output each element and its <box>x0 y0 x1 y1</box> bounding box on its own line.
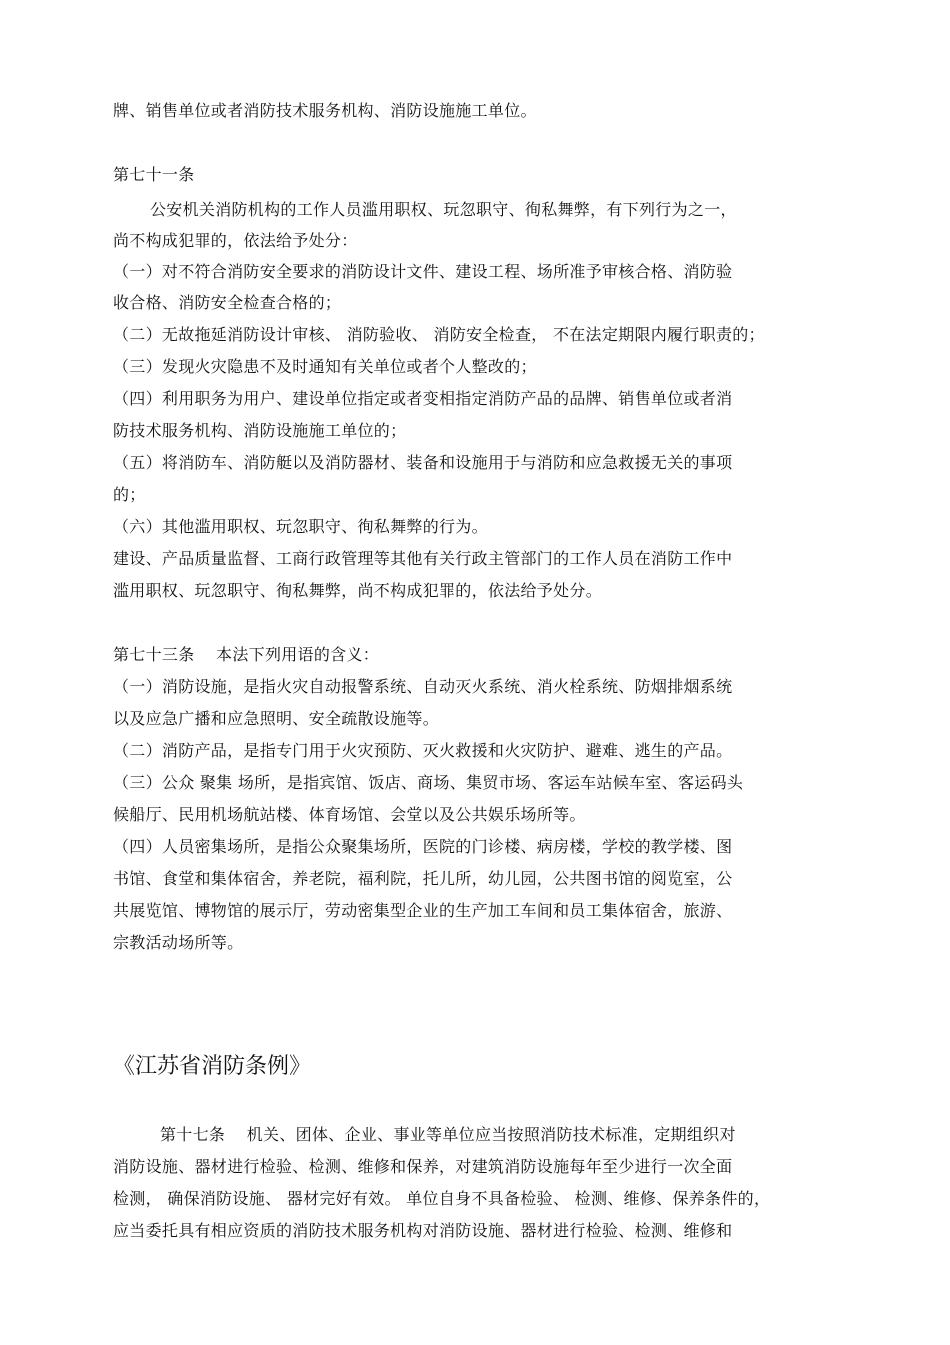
list-item: （六）其他滥用职权、玩忽职守、徇私舞弊的行为。 <box>113 517 488 536</box>
text-line: 收合格、消防安全检查合格的； <box>113 293 342 312</box>
text-line: 应当委托具有相应资质的消防技术服务机构对消防设施、器材进行检验、检测、维修和 <box>113 1221 733 1240</box>
text-line: 尚不构成犯罪的，依法给予处分： <box>113 231 358 250</box>
text-line: 建设、产品质量监督、工商行政管理等其他有关行政主管部门的工作人员在消防工作中 <box>113 549 733 568</box>
article-heading: 第十七条 机关、团体、企业、事业等单位应当按照消防技术标准，定期组织对 <box>160 1125 736 1144</box>
article-heading: 第七十一条 <box>113 165 195 184</box>
text-line: 检测， 确保消防设施、 器材完好有效。 单位自身不具备检验、 检测、维修、保养条件的， <box>113 1189 771 1208</box>
list-item: （五）将消防车、消防艇以及消防器材、装备和设施用于与消防和应急救援无关的事项 <box>113 453 733 472</box>
list-item: （四）人员密集场所，是指公众聚集场所，医院的门诊楼、病房楼，学校的教学楼、图 <box>113 837 733 856</box>
text-line: 防技术服务机构、消防设施施工单位的； <box>113 421 407 440</box>
text-line: 的； <box>113 485 146 504</box>
list-item: （二）消防产品，是指专门用于火灾预防、灭火救援和火灾防护、避难、逃生的产品。 <box>113 741 733 760</box>
text-line: 消防设施、器材进行检验、检测、维修和保养，对建筑消防设施每年至少进行一次全面 <box>113 1157 733 1176</box>
list-item: （三）公众 聚集 场所，是指宾馆、饭店、商场、集贸市场、客运车站候车室、客运码头 <box>113 773 744 792</box>
text-line: 公安机关消防机构的工作人员滥用职权、玩忽职守、徇私舞弊，有下列行为之一， <box>150 200 737 219</box>
text-line: 滥用职权、玩忽职守、徇私舞弊，尚不构成犯罪的，依法给予处分。 <box>113 581 603 600</box>
text-line: 宗教活动场所等。 <box>113 933 244 952</box>
section-title: 《江苏省消防条例》 <box>113 1054 312 1079</box>
list-item: （四）利用职务为用户、建设单位指定或者变相指定消防产品的品牌、销售单位或者消 <box>113 389 733 408</box>
list-item: （一）消防设施，是指火灾自动报警系统、自动灭火系统、消火栓系统、防烟排烟系统 <box>113 677 733 696</box>
list-item: （三）发现火灾隐患不及时通知有关单位或者个人整改的； <box>113 357 537 376</box>
text-line: 牌、销售单位或者消防技术服务机构、消防设施施工单位。 <box>113 101 537 120</box>
list-item: （一）对不符合消防安全要求的消防设计文件、建设工程、场所准予审核合格、消防验 <box>113 262 733 281</box>
text-line: 候船厅、民用机场航站楼、体育场馆、会堂以及公共娱乐场所等。 <box>113 805 586 824</box>
text-line: 共展览馆、博物馆的展示厅，劳动密集型企业的生产加工车间和员工集体宿舍，旅游、 <box>113 901 733 920</box>
article-heading: 第七十三条 本法下列用语的含义： <box>113 645 380 664</box>
text-line: 书馆、食堂和集体宿舍，养老院，福利院，托儿所，幼儿园，公共图书馆的阅览室，公 <box>113 869 733 888</box>
text-line: 以及应急广播和应急照明、安全疏散设施等。 <box>113 709 440 728</box>
list-item: （二）无故拖延消防设计审核、 消防验收、 消防安全检查， 不在法定期限内履行职责的； <box>113 325 765 344</box>
